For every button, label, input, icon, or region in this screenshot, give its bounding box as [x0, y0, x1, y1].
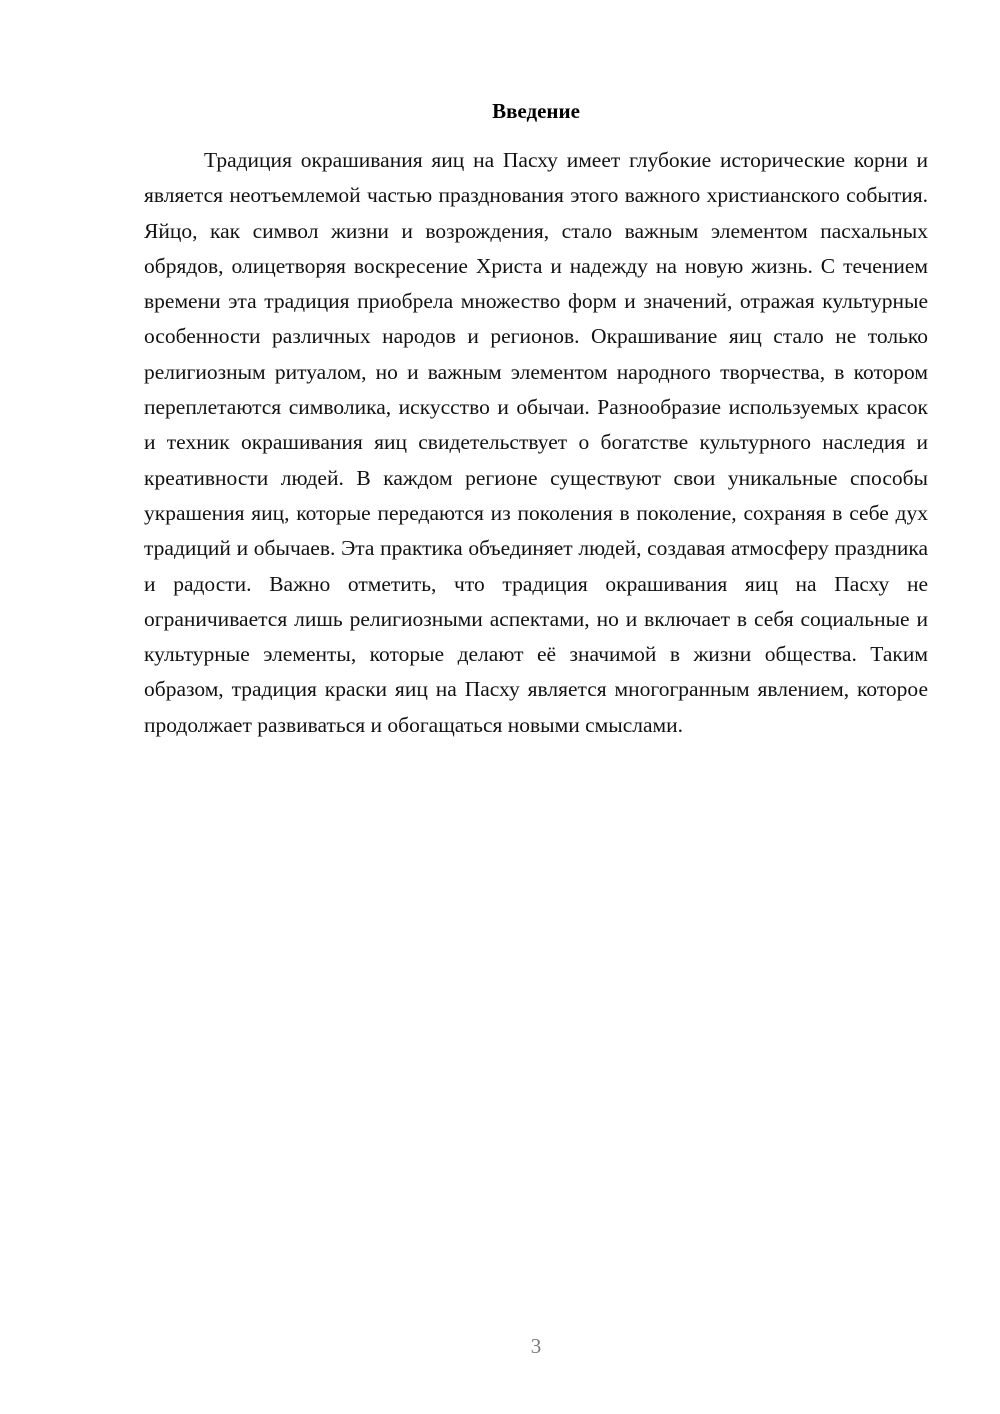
- page-number: 3: [530, 1334, 542, 1358]
- section-heading: Введение: [492, 99, 580, 123]
- body-paragraph: Традиция окрашивания яиц на Пасху имеет глубокие исторические корни и является неотъемлемой частью празднования этого важного христианского события. Яйцо, как символ жизни и возрождения, стало важным элементом пасхальных обрядов, олицетворяя воскресение Христа и надежду на новую жизнь. С течением времени эта традиция приобрела множество форм и значений, отражая культурные особенности различных народов и регионов. Окрашивание яиц стало не только религиозным ритуалом, но и важным элементом народного творчества, в котором переплетаются символика, искусство и обычаи. Разнообразие используемых красок и техник окрашивания яиц свидетельствует о богатстве культурного наследия и креативности людей. В каждом регионе существуют свои уникальные способы украшения яиц, которые передаются из поколения в поколение, сохраняя в себе дух традиций и обычаев. Эта практика объединяет людей, создавая атмосферу праздника и радости. Важно отметить, что традиция окрашивания яиц на Пасху не ограничивается лишь религиозными аспектами, но и включает в себя социальные и культурные элементы, которые делают её значимой в жизни общества. Таким образом, традиция краски яиц на Пасху является многогранным явлением, которое продолжает развиваться и обогащаться новыми смыслами.: [144, 148, 928, 737]
